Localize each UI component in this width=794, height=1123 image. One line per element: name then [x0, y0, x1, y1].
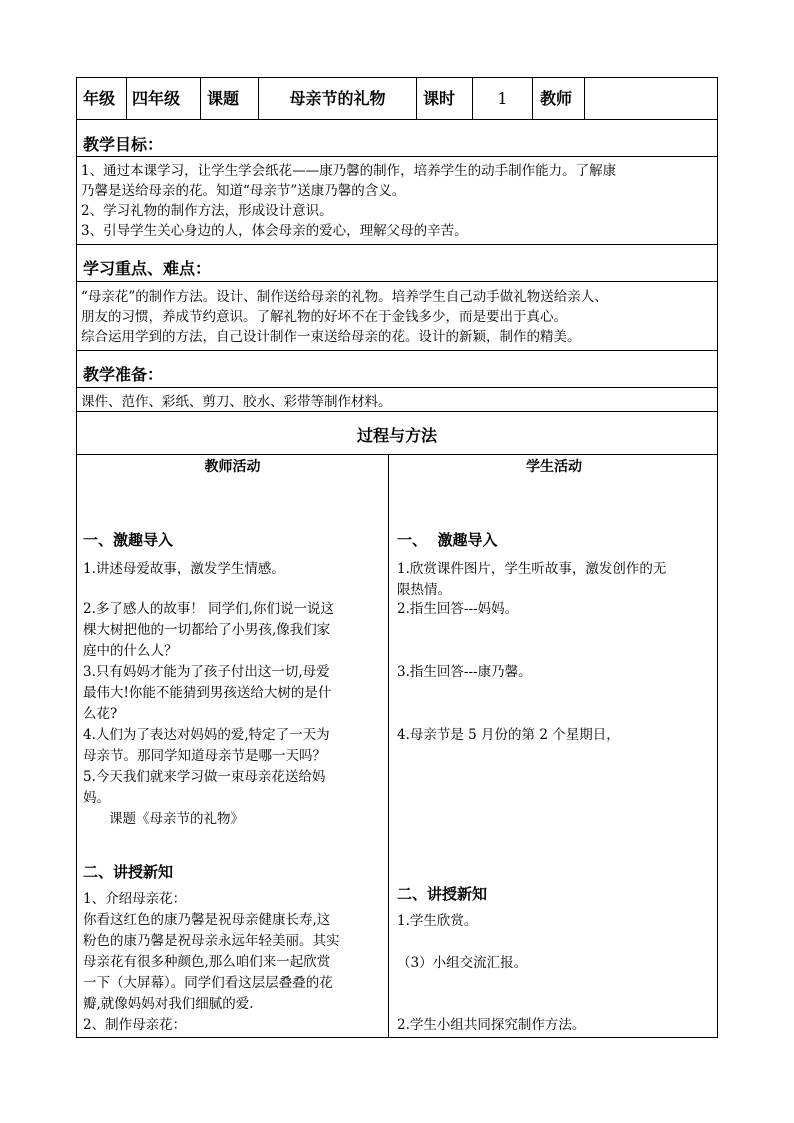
- divider: [77, 387, 717, 388]
- student-section-2-title: 二、讲授新知: [397, 885, 488, 903]
- key-points-text: [81, 287, 713, 347]
- student-column-header: 学生活动: [526, 459, 582, 475]
- teacher-step: 一下（大屏幕）。同学们看这层层叠叠的花: [83, 975, 333, 991]
- divider: [77, 281, 717, 282]
- grade-value: 四年级: [127, 78, 201, 120]
- preparation-text: 课件、范作、彩纸、剪刀、胶水、彩带等制作材料。: [81, 394, 392, 410]
- teacher-section-2-title: 二、讲授新知: [83, 863, 174, 881]
- objectives-title: 教学目标：: [83, 135, 164, 154]
- teacher-step: 2.多了感人的故事！ 同学们,你们说一说这: [83, 601, 334, 617]
- topic-label: 课题: [201, 78, 259, 120]
- preparation-title: 教学准备：: [83, 365, 164, 384]
- divider: [77, 411, 717, 412]
- key-point-line: 朋友的习惯，养成节约意识。了解礼物的好坏不在于金钱多少，而是要出于真心。: [81, 309, 567, 325]
- teacher-step: 棵大树把他的一切都给了小男孩,像我们家: [83, 622, 331, 638]
- teacher-step: 你看这红色的康乃馨是祝母亲健康长寿,这: [83, 912, 331, 928]
- objective-line: 乃馨是送给母亲的花。知道“母亲节”送康乃馨的含义。: [81, 183, 406, 199]
- student-section-1-title: 一、 激趣导入: [397, 531, 498, 549]
- divider: [77, 244, 717, 245]
- teacher-step: 妈。: [83, 790, 110, 806]
- student-step: 1.欣赏课件图片，学生听故事，激发创作的无: [397, 561, 667, 577]
- column-divider: [388, 454, 389, 1037]
- topic-value: 母亲节的礼物: [259, 78, 417, 120]
- teacher-step: 5.今天我们就来学习做一束母亲花送给妈: [83, 769, 326, 785]
- student-step: 2.学生小组共同探究制作方法。: [397, 1017, 586, 1033]
- student-step: 2.指生回答---妈妈。: [397, 601, 519, 617]
- period-value: 1: [473, 78, 533, 120]
- key-point-line: “母亲花”的制作方法。设计、制作送给母亲的礼物。培养学生自己动手做礼物送给亲人、: [81, 289, 608, 305]
- key-point-line: 综合运用学到的方法，自己设计制作一束送给母亲的花。设计的新颖，制作的精美。: [81, 329, 581, 345]
- teacher-step: 么花?: [83, 706, 118, 722]
- student-step: （3）小组交流汇报。: [397, 955, 528, 971]
- student-step: 1.学生欣赏。: [397, 913, 478, 929]
- objective-line: 2、学习礼物的制作方法，形成设计意识。: [81, 203, 333, 219]
- teacher-label: 教师: [533, 78, 585, 120]
- process-title: 过程与方法: [356, 426, 437, 445]
- teacher-topic-line: 课题《母亲节的礼物》: [109, 811, 244, 827]
- teacher-step: 2、制作母亲花：: [83, 1017, 187, 1033]
- teacher-step: 1.讲述母爱故事，激发学生情感。: [83, 561, 285, 577]
- teacher-step: 最伟大!你能不能猜到男孩送给大树的是什: [83, 685, 332, 701]
- teacher-step: 4.人们为了表达对妈妈的爱,特定了一天为: [83, 727, 330, 743]
- objectives-text: [81, 161, 713, 241]
- student-step: 4.母亲节是 5 月份的第 2 个星期日，: [397, 727, 620, 743]
- grade-label: 年级: [77, 78, 127, 120]
- teacher-value: [585, 78, 719, 120]
- student-step: 3.指生回答---康乃馨。: [397, 664, 532, 680]
- teacher-step: 母亲节。那同学知道母亲节是哪一天吗？: [83, 748, 326, 764]
- teacher-section-1-title: 一、激趣导入: [83, 531, 174, 549]
- teacher-step: 1、介绍母亲花：: [83, 891, 187, 907]
- objective-line: 1、通过本课学习，让学生学会纸花——康乃馨的制作，培养学生的动手制作能力。了解康: [81, 163, 617, 179]
- divider: [77, 454, 717, 455]
- teacher-step: 母亲花有很多种颜色,那么咱们来一起欣赏: [83, 954, 331, 970]
- student-step: 限热情。: [397, 582, 451, 598]
- header-row: [77, 78, 717, 120]
- lesson-plan-table: [76, 77, 718, 1038]
- period-label: 课时: [417, 78, 473, 120]
- divider: [77, 156, 717, 157]
- teacher-column-header: 教师活动: [204, 459, 261, 475]
- key-points-title: 学习重点、难点：: [83, 259, 212, 278]
- teacher-step: 庭中的什么人？: [83, 643, 178, 659]
- teacher-step: 3.只有妈妈才能为了孩子付出这一切,母爱: [83, 664, 330, 680]
- teacher-step: 瓣,就像妈妈对我们细腻的爱.: [83, 996, 254, 1012]
- teacher-step: 粉色的康乃馨是祝母亲永远年轻美丽。其实: [83, 933, 340, 949]
- divider: [77, 350, 717, 351]
- objective-line: 3、引导学生关心身边的人，体会母亲的爱心，理解父母的辛苦。: [81, 223, 468, 239]
